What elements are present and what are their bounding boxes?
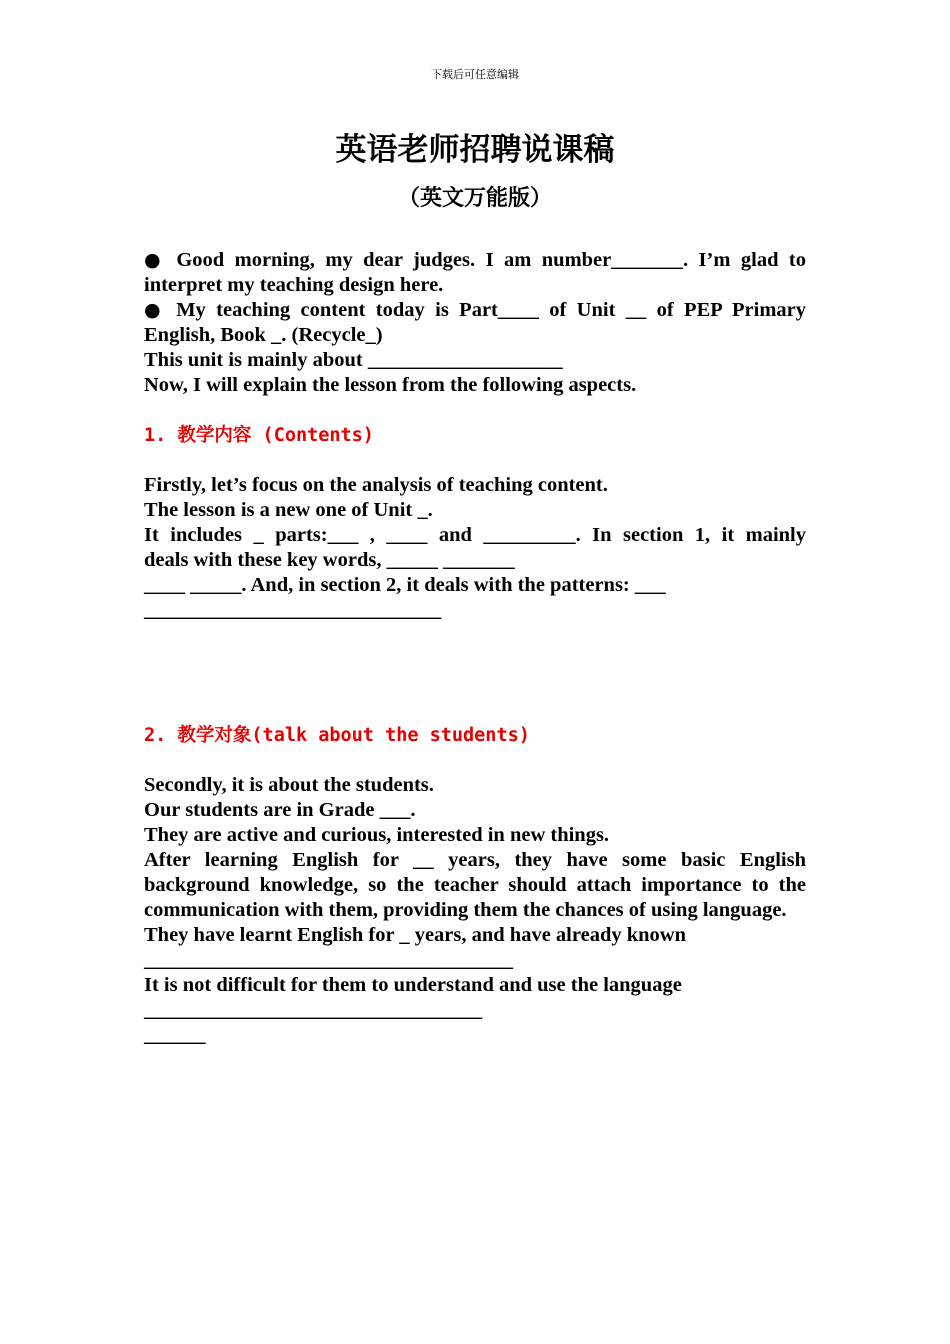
section-1-line-3: It includes _ parts:___ , ____ and _________. In section 1, it mainly [144, 524, 806, 546]
header-note: 下载后可任意编辑 [431, 68, 519, 81]
greeting-line [144, 248, 806, 273]
content-line [144, 298, 806, 323]
section-2-line-3: They are active and curious, interested in new things. [144, 824, 610, 846]
document-subtitle: （英文万能版） [397, 186, 552, 211]
section-1-line-6: _____________________________ [144, 599, 442, 621]
bullet-icon: ● [144, 249, 166, 271]
section-2-heading: 2. 教学对象(talk about the students) [144, 725, 530, 746]
greeting-text: Good morning, my dear judges. I am number_______. I’m glad to [165, 249, 806, 271]
document-title: 英语老师招聘说课稿 [335, 132, 615, 168]
section-1-line-4: deals with these key words, _____ _______ [144, 549, 515, 571]
section-1-line-2: The lesson is a new one of Unit _. [144, 499, 433, 521]
section-2-line-1: Secondly, it is about the students. [144, 774, 434, 796]
section-2-line-4: They have learnt English for _ years, and have already known [144, 924, 686, 946]
section-2-line-8: ______ [144, 1024, 206, 1046]
content-line-2: English, Book _. (Recycle_) [144, 324, 383, 346]
section-1-line-1: Firstly, let’s focus on the analysis of teaching content. [144, 474, 608, 496]
section-2-line-7: _________________________________ [144, 999, 483, 1021]
section-1-heading: 1. 教学内容 (Contents) [144, 425, 374, 446]
section-1-line-5: ____ _____. And, in section 2, it deals with the patterns: ___ [144, 574, 666, 596]
aspects-line: Now, I will explain the lesson from the following aspects. [144, 374, 637, 396]
greeting-line-2: interpret my teaching design here. [144, 274, 444, 296]
section-2-line-5: ____________________________________ [144, 949, 513, 971]
unit-line: This unit is mainly about ___________________ [144, 349, 563, 371]
content-text: My teaching content today is Part____ of Unit __ of PEP Primary [165, 299, 806, 321]
section-2-paragraph: After learning English for __ years, they have some basic English background knowledge, so the teacher should attach importance to the communication with them, providing them the chances of using language. [144, 849, 806, 921]
section-2-line-6: It is not difficult for them to understand and use the language [144, 974, 682, 996]
bullet-icon: ● [144, 299, 166, 321]
section-2-line-2: Our students are in Grade ___. [144, 799, 416, 821]
document-body [144, 248, 806, 1048]
